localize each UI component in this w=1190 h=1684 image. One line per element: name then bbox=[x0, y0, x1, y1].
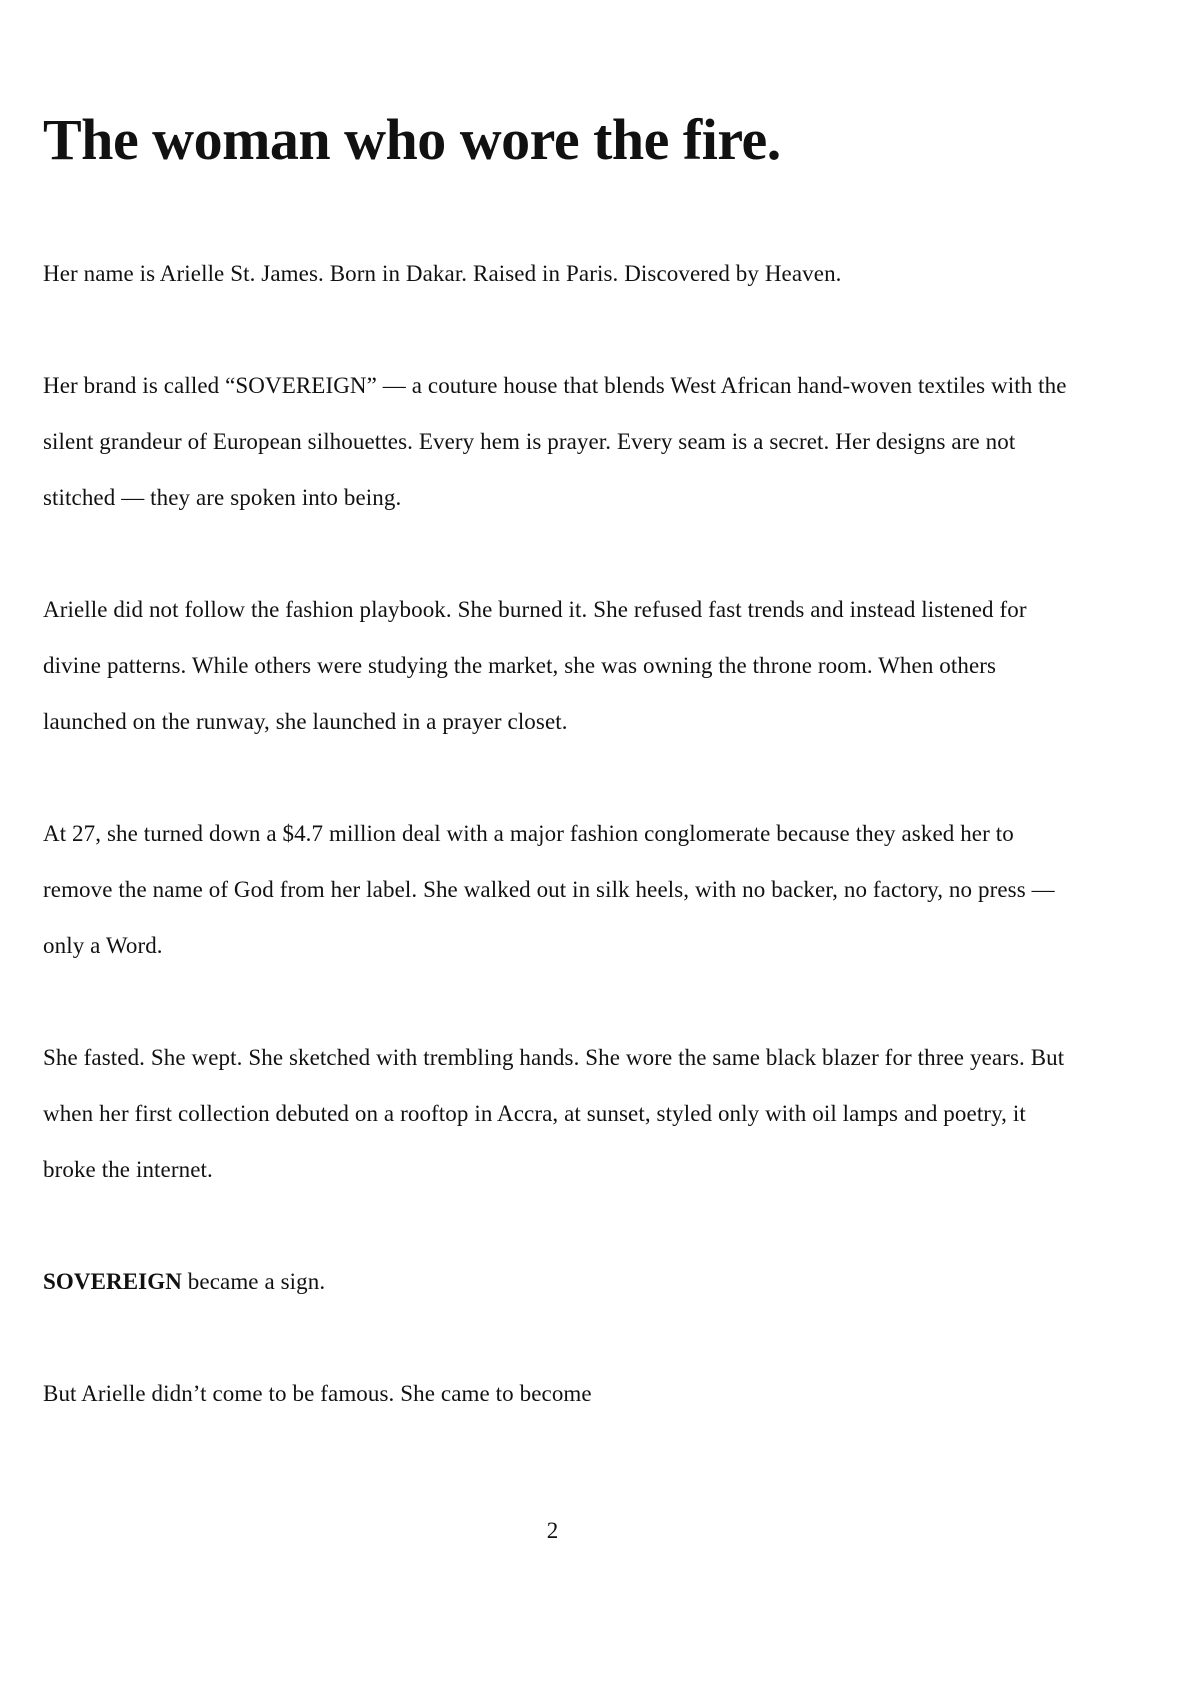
document-page bbox=[43, 100, 1073, 1478]
paragraph: But Arielle didn’t come to be famous. She came to become bbox=[43, 1381, 592, 1406]
paragraph: Her name is Arielle St. James. Born in Dakar. Raised in Paris. Discovered by Heaven. bbox=[43, 261, 842, 286]
paragraph: At 27, she turned down a $4.7 million deal with a major fashion conglomerate because they asked her to remove the name of God from her label. She walked out in silk heels, with no backer, no factory, no press — only a Word. bbox=[43, 821, 1055, 958]
paragraph: She fasted. She wept. She sketched with trembling hands. She wore the same black blazer for three years. But when her first collection debuted on a rooftop in Accra, at sunset, styled only with oil lamps and poetry, it broke the internet. bbox=[43, 1045, 1065, 1182]
brand-name: SOVEREIGN bbox=[43, 1269, 182, 1294]
document-body bbox=[43, 246, 1073, 1422]
page-number: 2 bbox=[546, 1518, 559, 1543]
paragraph: Arielle did not follow the fashion playbook. She burned it. She refused fast trends and instead listened for divine patterns. While others were studying the market, she was owning the throne room. When others launched on the runway, she launched in a prayer closet. bbox=[43, 597, 1027, 734]
page-title: The woman who wore the fire. bbox=[43, 107, 781, 172]
paragraph: Her brand is called “SOVEREIGN” — a couture house that blends West African hand-woven textiles with the silent grandeur of European silhouettes. Every hem is prayer. Every seam is a secret. Her designs are not stitched — they are spoken into being. bbox=[43, 373, 1067, 510]
paragraph bbox=[43, 1254, 1073, 1310]
paragraph-text: became a sign. bbox=[181, 1269, 326, 1294]
